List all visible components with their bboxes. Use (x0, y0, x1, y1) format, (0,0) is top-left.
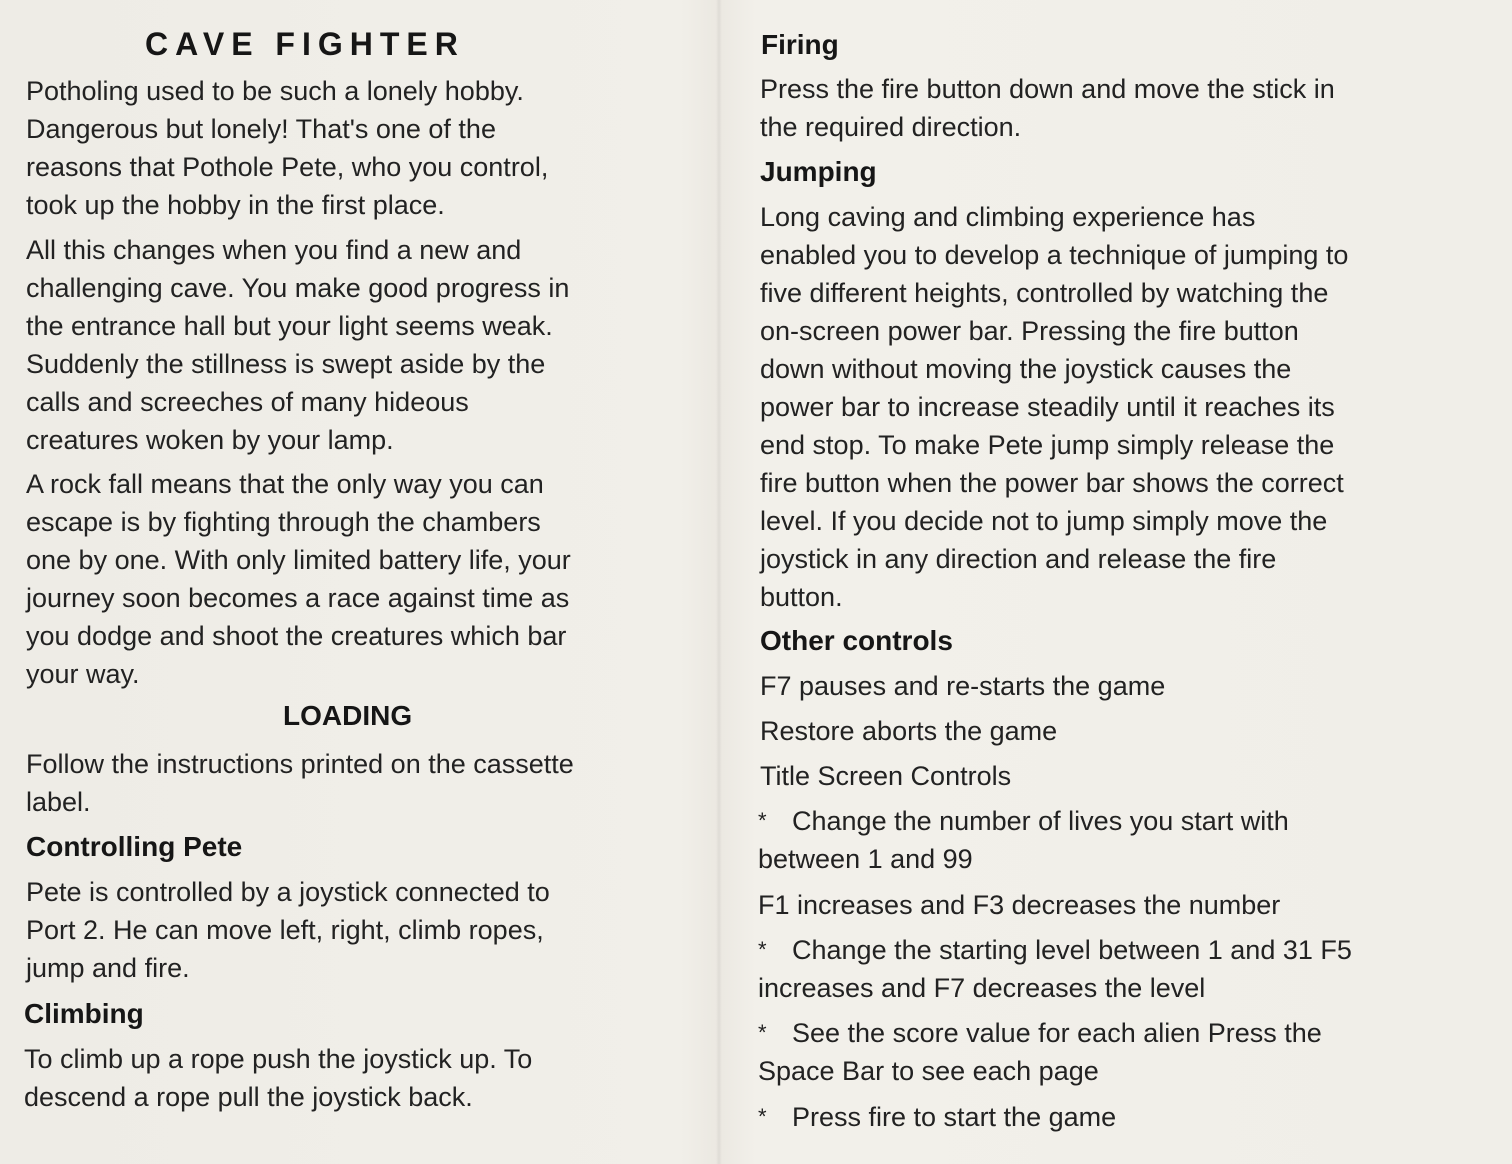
loading-text: Follow the instructions printed on the cassette label. (26, 749, 574, 817)
intro-paragraph-2: All this changes when you find a new and challenging cave. You make good progress in the entrance hall but your light seems weak. Suddenly the stillness is swept aside by the calls and screeches of many hideous creatures woken by your lamp. (26, 235, 570, 455)
intro-paragraph-3: A rock fall means that the only way you can escape is by fighting through the chambers one by one. With only limited battery life, your journey soon becomes a race against time as you dodge and shoot the creatures which bar your way. (26, 469, 571, 689)
bullet-marker: * (758, 1020, 767, 1045)
bullet-level (758, 931, 1352, 969)
bullet-lives (758, 802, 1289, 840)
controlling-heading: Controlling Pete (26, 831, 243, 862)
f7-pause-line: F7 pauses and re-starts the game (760, 671, 1166, 701)
bullet-marker: * (758, 937, 767, 962)
bullet-score-cont: Space Bar to see each page (758, 1056, 1099, 1086)
restore-line: Restore aborts the game (760, 716, 1058, 746)
bullet-level-text: Change the starting level between 1 and 31 F5 (792, 935, 1352, 965)
jumping-text: Long caving and climbing experience has enabled you to develop a technique of jumping to five different heights, controlled by watching the on-screen power bar. Pressing the fire button down without moving the joystick causes the power bar to increase steadily until it reaches its end stop. To make Pete jump simply release the fire button when the power bar shows the correct level. If you decide not to jump simply move the joystick in any direction and release the fire button. (760, 202, 1349, 612)
bullet-marker: * (758, 1104, 767, 1129)
bullet-start-text: Press fire to start the game (792, 1102, 1117, 1132)
loading-heading: LOADING (283, 700, 413, 731)
climbing-text: To climb up a rope push the joystick up. To descend a rope pull the joystick back. (24, 1044, 533, 1112)
other-controls-heading: Other controls (760, 625, 953, 656)
bullet-score (758, 1014, 1322, 1052)
f1-f3-line: F1 increases and F3 decreases the number (758, 890, 1281, 920)
bullet-lives-cont: between 1 and 99 (758, 844, 973, 874)
game-title: CAVE FIGHTER (145, 26, 465, 62)
intro-paragraph-1: Potholing used to be such a lonely hobby. Dangerous but lonely! That's one of the reasons that Pothole Pete, who you control, took up the hobby in the first place. (26, 76, 549, 220)
page-fold (716, 0, 722, 1164)
bullet-lives-text: Change the number of lives you start with (792, 806, 1289, 836)
controlling-text: Pete is controlled by a joystick connected to Port 2. He can move left, right, climb ropes, jump and fire. (26, 877, 550, 983)
firing-heading: Firing (761, 29, 839, 60)
bullet-level-cont: increases and F7 decreases the level (758, 973, 1206, 1003)
bullet-marker: * (758, 808, 767, 833)
bullet-score-text: See the score value for each alien Press the (792, 1018, 1322, 1048)
bullet-start (758, 1098, 1116, 1136)
title-screen-controls: Title Screen Controls (760, 761, 1012, 791)
firing-text: Press the fire button down and move the stick in the required direction. (760, 74, 1335, 142)
climbing-heading: Climbing (24, 998, 144, 1029)
jumping-heading: Jumping (760, 156, 877, 187)
